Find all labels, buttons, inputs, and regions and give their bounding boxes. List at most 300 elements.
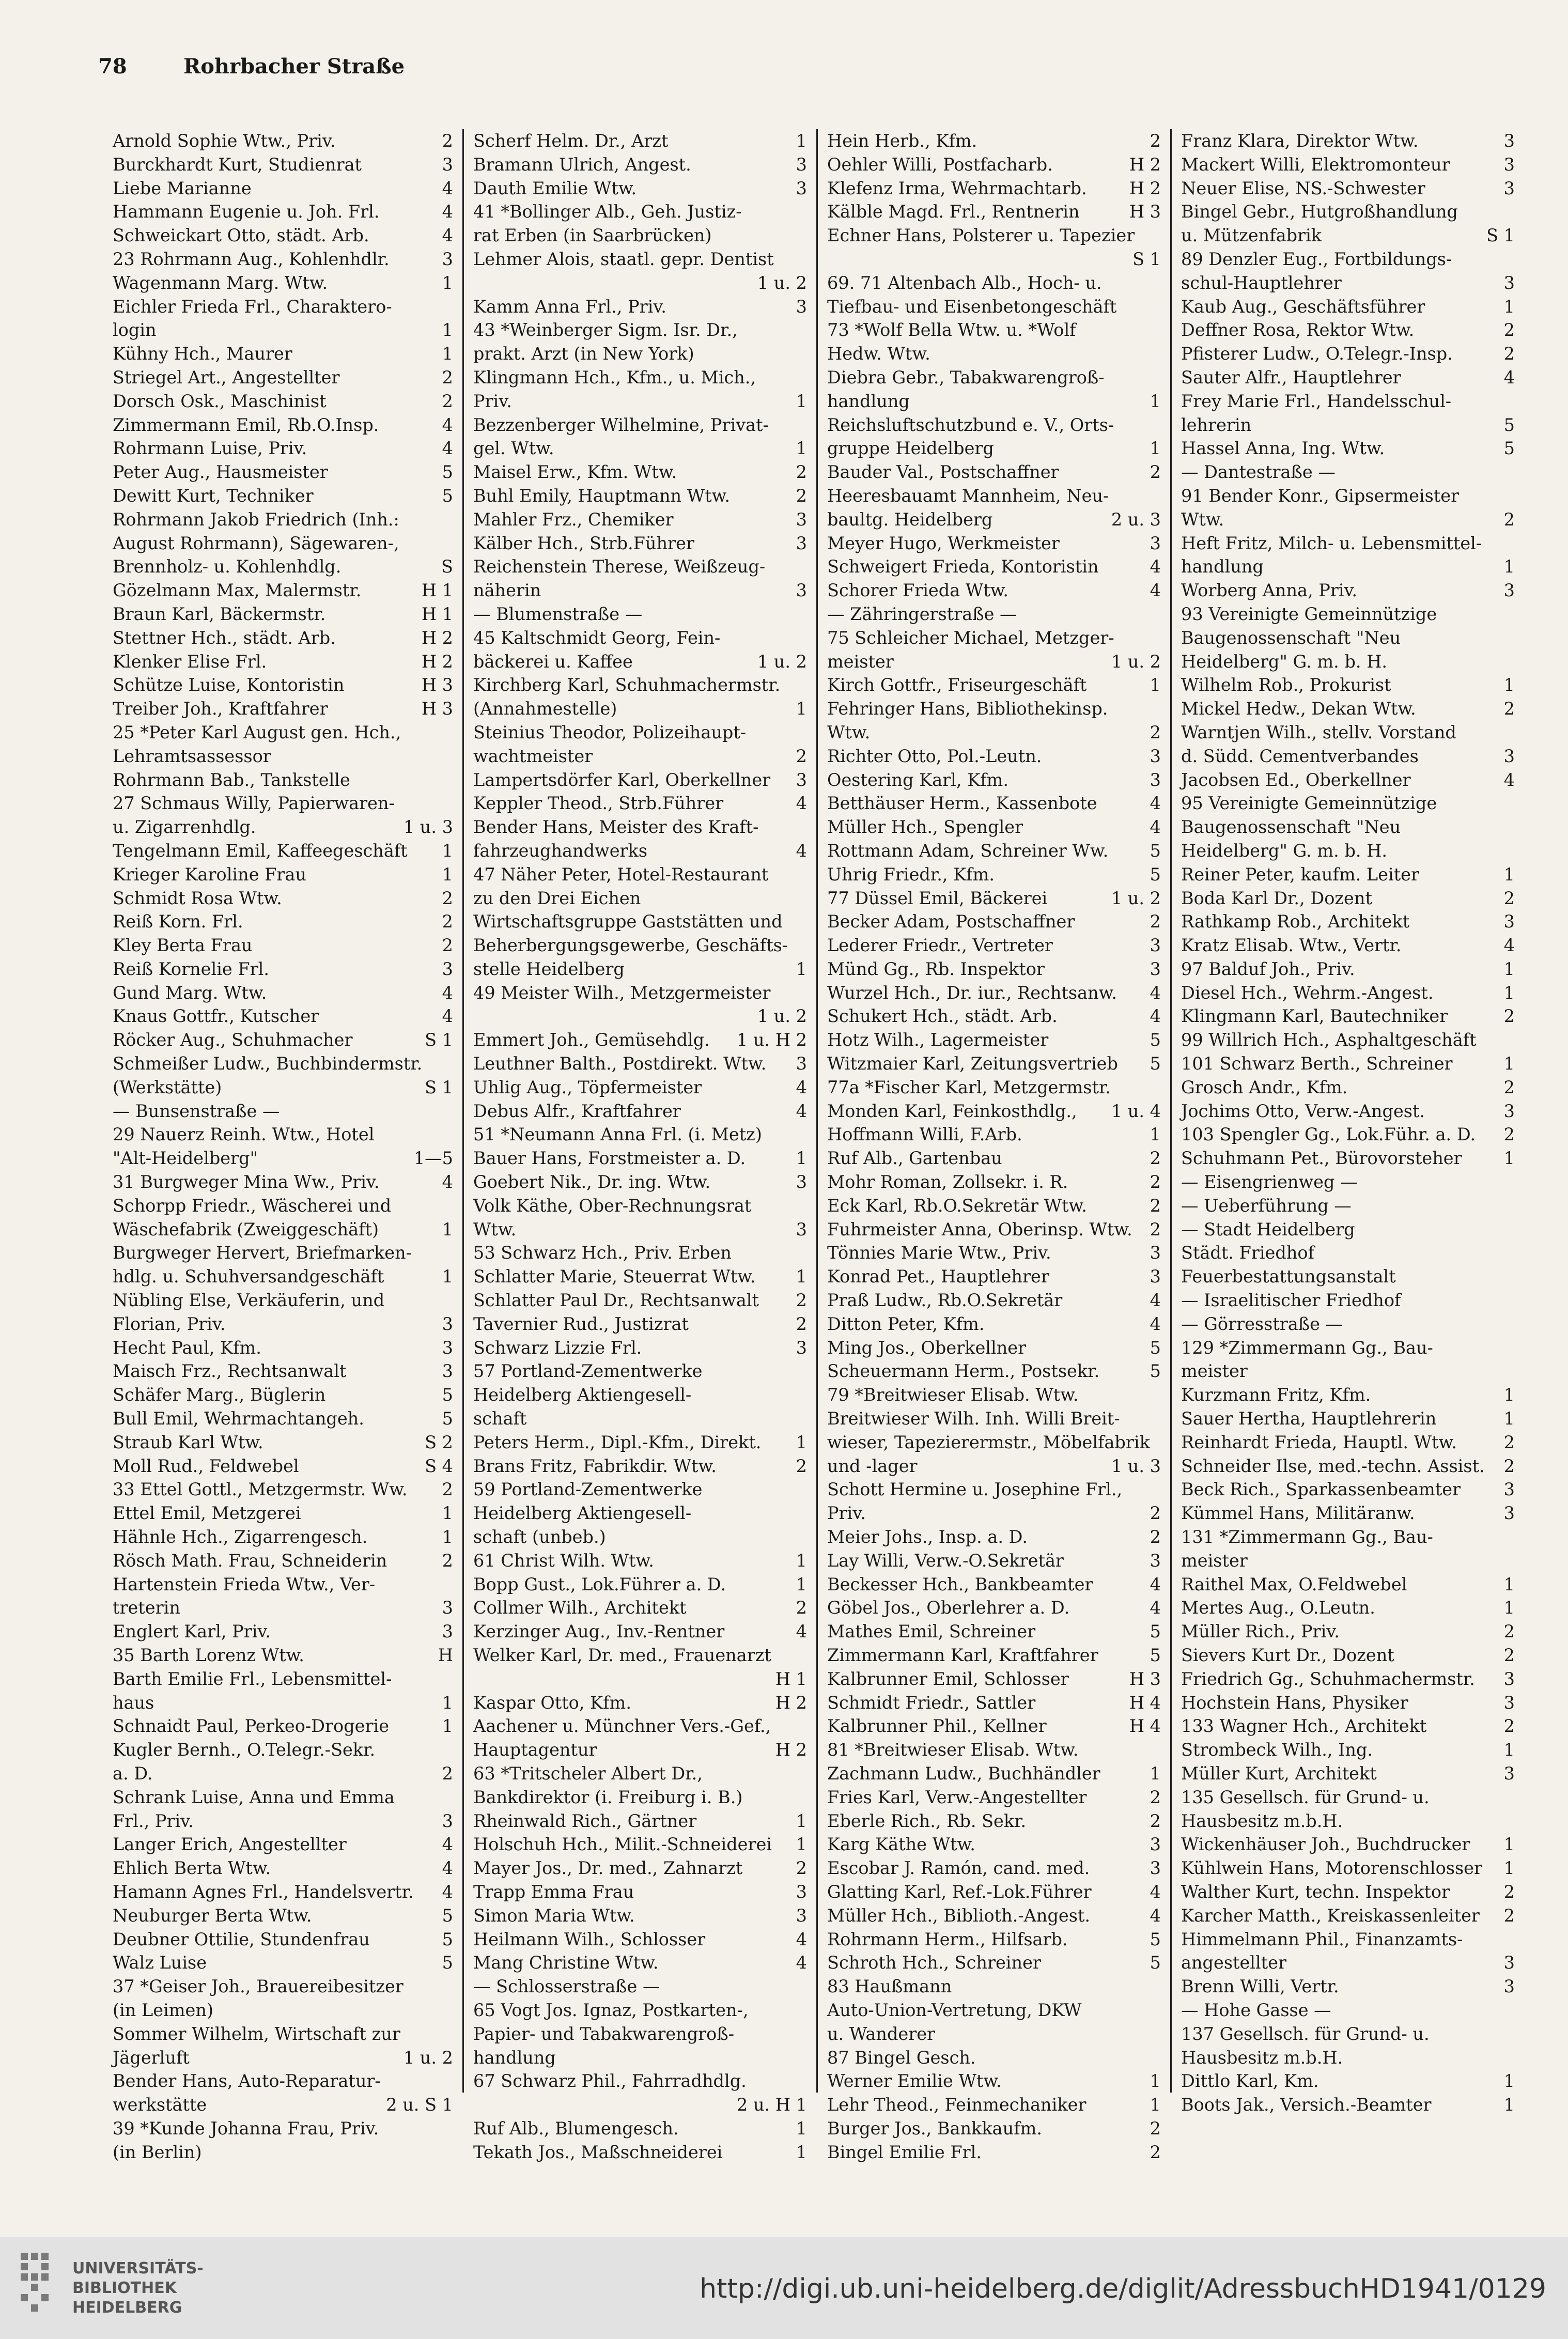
entry-text: Baugenossenschaft "Neu (1181, 817, 1401, 838)
entry-text: Treiber Joh., Kraftfahrer (113, 699, 328, 719)
entry-text: Kühny Hch., Maurer (113, 344, 292, 364)
directory-entry (827, 2069, 1161, 2093)
entry-floor: 3 (1503, 1503, 1515, 1524)
entry-floor (448, 1194, 453, 1218)
entry-text: Langer Erich, Angestellter (113, 1834, 347, 1855)
entry-text: Oestering Karl, Kfm. (827, 769, 1009, 790)
entry-floor: 5 (1150, 1929, 1161, 1949)
entry-text: Neuburger Berta Wtw. (113, 1905, 312, 1926)
entry-floor: 4 (1150, 1905, 1161, 1926)
directory-entry (827, 1431, 1161, 1454)
entry-floor: H 2 (775, 1740, 807, 1760)
directory-entry (827, 1147, 1161, 1170)
directory-entry (473, 957, 807, 981)
directory-entry (473, 1478, 807, 1501)
entry-text: 83 Haußmann (827, 1976, 952, 1997)
entry-floor: 3 (1150, 746, 1161, 766)
entry-floor: H 4 (1129, 1692, 1161, 1713)
entry-text: Tönnies Marie Wtw., Priv. (827, 1243, 1051, 1263)
entry-floor: 3 (796, 1054, 807, 1074)
entry-floor: 2 (1503, 1124, 1515, 1145)
directory-entry (113, 390, 453, 413)
directory-entry (827, 1407, 1161, 1431)
entry-text: Fries Karl, Verw.-Angestellter (827, 1787, 1087, 1807)
entry-floor (1510, 1786, 1515, 1809)
entry-floor: 4 (796, 1953, 807, 1973)
directory-entry (827, 1004, 1161, 1028)
entry-text: Bender Hans, Meister des Kraft- (473, 817, 759, 838)
source-url-link[interactable]: http://digi.ub.uni-heidelberg.de/diglit/AdressbuchHD1941/0129 (700, 2273, 1546, 2304)
entry-text: Brenn Willi, Vertr. (1181, 1976, 1339, 1997)
entry-text: 101 Schwarz Berth., Schreiner (1181, 1054, 1453, 1074)
entry-text: Konrad Pet., Hauptlehrer (827, 1266, 1049, 1287)
entry-floor (802, 200, 807, 224)
entry-floor (802, 887, 807, 910)
entry-floor (802, 1644, 807, 1667)
entry-text: Grosch Andr., Kfm. (1181, 1077, 1348, 1097)
directory-entry (113, 768, 453, 792)
entry-floor: 1 (1503, 864, 1515, 885)
directory-entry (827, 2022, 1161, 2046)
entry-text: Wagenmann Marg. Wtw. (113, 272, 328, 293)
entry-text: Klenker Elise Frl. (113, 651, 267, 672)
directory-column-2 (462, 129, 816, 2162)
entry-text: Tengelmann Emil, Kaffeegeschäft (113, 840, 408, 861)
directory-entry (473, 1951, 807, 1975)
entry-text: Müller Kurt, Architekt (1181, 1763, 1377, 1784)
entry-floor (802, 626, 807, 650)
entry-floor (1510, 247, 1515, 271)
entry-text: Ming Jos., Oberkellner (827, 1337, 1027, 1358)
entry-floor: 1 (796, 2142, 807, 2162)
entry-text: meister (827, 651, 894, 672)
entry-text: u. Zigarrenhdlg. (113, 817, 256, 838)
directory-entry (473, 673, 807, 697)
directory-entry (473, 1123, 807, 1147)
entry-floor: 1 (1503, 2095, 1515, 2115)
directory-entry (113, 1147, 453, 1170)
entry-text: Liebe Marianne (113, 178, 252, 198)
entry-text: Witzmaier Karl, Zeitungsvertrieb (827, 1054, 1118, 1074)
entry-text: 33 Ettel Gottl., Metzgermstr. Ww. (113, 1479, 408, 1500)
entry-text: Burckhardt Kurt, Studienrat (113, 154, 362, 175)
entry-text: Müller Rich., Priv. (1181, 1621, 1340, 1642)
directory-entry (473, 1714, 807, 1738)
directory-entry (473, 1525, 807, 1549)
entry-text: (in Berlin) (113, 2142, 202, 2162)
entry-floor: 1 (1503, 675, 1515, 695)
entry-floor: 5 (1150, 864, 1161, 885)
directory-entry (827, 1383, 1161, 1407)
directory-entry (473, 2117, 807, 2141)
directory-entry (473, 1644, 807, 1667)
entry-text: Lederer Friedr., Vertreter (827, 935, 1053, 956)
entry-floor (448, 2022, 453, 2046)
directory-entry (827, 1359, 1161, 1383)
directory-entry (473, 2022, 807, 2046)
directory-entry (827, 626, 1161, 650)
entry-text: Buhl Emily, Hauptmann Wtw. (473, 485, 731, 506)
directory-entry (827, 200, 1161, 224)
entry-text: meister (1181, 1550, 1248, 1571)
entry-floor (1510, 626, 1515, 650)
entry-text: Kugler Bernh., O.Telegr.-Sekr. (113, 1740, 376, 1760)
entry-text: Heft Fritz, Milch- u. Lebensmittel- (1181, 533, 1482, 553)
directory-entry (1181, 1431, 1515, 1454)
directory-entry (113, 1265, 453, 1289)
directory-entry (473, 1336, 807, 1360)
directory-entry (113, 887, 453, 910)
entry-floor (802, 555, 807, 579)
directory-entry (473, 815, 807, 839)
entry-text: Holschuh Hch., Milit.-Schneiderei (473, 1834, 772, 1855)
entry-floor (802, 318, 807, 342)
directory-entry (827, 697, 1161, 721)
entry-floor: 1 (1150, 438, 1161, 459)
directory-entry (827, 271, 1161, 295)
directory-entry (473, 626, 807, 650)
directory-entry (827, 555, 1161, 579)
entry-floor: 1 (1150, 675, 1161, 695)
entry-floor (1156, 2022, 1161, 2046)
directory-entry (113, 1336, 453, 1360)
entry-text: Schweickart Otto, städt. Arb. (113, 225, 369, 246)
entry-text: wachtmeister (473, 746, 593, 766)
entry-floor (802, 2046, 807, 2070)
entry-text: Schmidt Rosa Wtw. (113, 888, 282, 908)
directory-entry (113, 1644, 453, 1667)
directory-entry (473, 839, 807, 863)
directory-entry (827, 224, 1161, 247)
directory-entry (113, 1525, 453, 1549)
entry-text: Dewitt Kurt, Techniker (113, 485, 314, 506)
directory-entry (1181, 200, 1515, 224)
directory-entry (1181, 1123, 1515, 1147)
entry-text: 27 Schmaus Willy, Papierwaren- (113, 793, 395, 814)
entry-floor (1510, 721, 1515, 745)
entry-floor: 3 (442, 1337, 453, 1358)
entry-text: Hamann Agnes Frl., Handelsvertr. (113, 1881, 414, 1902)
directory-entry (473, 342, 807, 366)
entry-text: Mang Christine Wtw. (473, 1953, 659, 1973)
entry-text: Reiß Korn. Frl. (113, 911, 243, 932)
entry-floor: H 3 (421, 699, 453, 719)
entry-floor (1156, 1738, 1161, 1762)
entry-text: Beckesser Hch., Bankbeamter (827, 1574, 1093, 1594)
directory-entry (113, 2093, 453, 2117)
entry-text: Tavernier Rud., Justizrat (473, 1313, 689, 1334)
directory-entry (1181, 721, 1515, 745)
directory-entry (473, 200, 807, 224)
entry-text: Schneider Ilse, med.-techn. Assist. (1181, 1455, 1485, 1476)
entry-text: Schorpp Friedr., Wäscherei und (113, 1195, 392, 1216)
directory-entry (113, 792, 453, 815)
entry-text: Moll Rud., Feldwebel (113, 1455, 299, 1476)
directory-entry (1181, 1904, 1515, 1928)
entry-floor: 5 (442, 1953, 453, 1973)
directory-entry (113, 177, 453, 200)
entry-text: Zachmann Ludw., Buchhändler (827, 1763, 1100, 1784)
entry-text: Breitwieser Wilh. Inh. Willi Breit- (827, 1408, 1120, 1429)
entry-text: 81 *Breitwieser Elisab. Wtw. (827, 1740, 1079, 1760)
entry-text: 65 Vogt Jos. Ignaz, Postkarten-, (473, 2000, 749, 2020)
entry-floor: 3 (1150, 769, 1161, 790)
entry-floor: 1 (796, 438, 807, 459)
entry-floor: 2 (1150, 2142, 1161, 2162)
entry-floor: 1 (796, 699, 807, 719)
entry-floor: 3 (1503, 1976, 1515, 1997)
directory-entry (113, 437, 453, 460)
directory-entry (1181, 532, 1515, 555)
entry-floor: 2 (1503, 1905, 1515, 1926)
entry-text: Diebra Gebr., Tabakwarengroß- (827, 367, 1105, 388)
entry-text: Florian, Priv. (113, 1313, 226, 1334)
entry-floor: H 3 (1129, 202, 1161, 222)
directory-entry (113, 602, 453, 626)
entry-text: Sievers Kurt Dr., Dozent (1181, 1645, 1394, 1665)
directory-columns (108, 129, 1524, 2162)
entry-text: Striegel Art., Angestellter (113, 367, 340, 388)
entry-floor: 2 (1503, 1077, 1515, 1097)
directory-entry (113, 413, 453, 437)
entry-floor (448, 1123, 453, 1147)
entry-text: baultg. Heidelberg (827, 509, 993, 530)
entry-floor: 1 (796, 1834, 807, 1855)
directory-entry (473, 792, 807, 815)
entry-floor (1510, 650, 1515, 674)
directory-entry (473, 697, 807, 721)
entry-floor: 2 (442, 888, 453, 908)
entry-text: Krieger Karoline Frau (113, 864, 306, 885)
entry-floor: 1 u. 2 (757, 651, 807, 672)
directory-entry (113, 295, 453, 319)
entry-floor: 1 (1503, 1385, 1515, 1405)
entry-floor: H 2 (775, 1692, 807, 1713)
entry-text: 59 Portland-Zementwerke (473, 1479, 703, 1500)
entry-text: Simon Maria Wtw. (473, 1905, 635, 1926)
directory-entry (113, 318, 453, 342)
entry-text: Brennholz- u. Kohlenhdlg. (113, 556, 341, 577)
entry-floor (1156, 626, 1161, 650)
entry-floor (448, 721, 453, 745)
directory-entry (827, 1289, 1161, 1312)
entry-text: Müller Hch., Biblioth.-Angest. (827, 1905, 1091, 1926)
directory-entry (827, 177, 1161, 200)
entry-text: Volk Käthe, Ober-Rechnungsrat (473, 1195, 752, 1216)
directory-entry (473, 1596, 807, 1620)
entry-floor (448, 1667, 453, 1691)
entry-floor (448, 2117, 453, 2141)
entry-text: 75 Schleicher Michael, Metzger- (827, 627, 1114, 648)
directory-entry (113, 1501, 453, 1525)
directory-entry (827, 318, 1161, 342)
entry-text: d. Südd. Cementverbandes (1181, 746, 1419, 766)
directory-entry (827, 1265, 1161, 1289)
entry-floor (1510, 1265, 1515, 1289)
entry-floor: 1—5 (413, 1148, 453, 1169)
directory-entry (113, 1028, 453, 1052)
entry-floor: 5 (1503, 414, 1515, 435)
directory-entry (827, 1076, 1161, 1099)
directory-entry (1181, 1147, 1515, 1170)
entry-floor: 1 (442, 1527, 453, 1547)
directory-entry (827, 1951, 1161, 1975)
directory-entry (113, 1904, 453, 1928)
directory-entry (1181, 1620, 1515, 1644)
entry-floor (1156, 697, 1161, 721)
entry-text: Hartenstein Frieda Wtw., Ver- (113, 1574, 376, 1594)
directory-entry (473, 745, 807, 768)
directory-entry (113, 555, 453, 579)
entry-floor (1510, 460, 1515, 484)
entry-floor: 4 (442, 202, 453, 222)
entry-text: Schroth Hch., Schreiner (827, 1953, 1041, 1973)
entry-text: — Blumenstraße — (473, 603, 643, 624)
entry-text: Tiefbau- und Eisenbetongeschäft (827, 296, 1117, 317)
entry-text: 97 Balduf Joh., Priv. (1181, 958, 1355, 979)
entry-text: Ruf Alb., Gartenbau (827, 1148, 1002, 1169)
entry-text: Monden Karl, Feinkosthdlg., (827, 1101, 1077, 1121)
directory-entry (1181, 1596, 1515, 1620)
directory-entry (473, 1856, 807, 1880)
directory-entry (827, 1928, 1161, 1951)
entry-floor: 4 (442, 438, 453, 459)
directory-entry (473, 1573, 807, 1597)
directory-entry (1181, 1833, 1515, 1856)
entry-floor (802, 1525, 807, 1549)
entry-text: Kirchberg Karl, Schuhmachermstr. (473, 675, 781, 695)
entry-floor: 2 (1150, 1219, 1161, 1240)
entry-floor: 5 (1150, 1030, 1161, 1050)
entry-text: Debus Alfr., Kraftfahrer (473, 1101, 681, 1121)
directory-entry (1181, 1975, 1515, 1999)
entry-floor (802, 863, 807, 887)
directory-entry (473, 2046, 807, 2070)
entry-text: meister (1181, 1361, 1248, 1382)
entry-floor: 4 (796, 1621, 807, 1642)
directory-entry (827, 1123, 1161, 1147)
directory-entry (827, 1975, 1161, 1999)
entry-text: Kaub Aug., Geschäftsführer (1181, 296, 1425, 317)
entry-floor: 3 (796, 769, 807, 790)
entry-text: Münd Gg., Rb. Inspektor (827, 958, 1045, 979)
entry-text: Walther Kurt, techn. Inspektor (1181, 1881, 1450, 1902)
directory-entry (827, 745, 1161, 768)
entry-floor: 1 (796, 2118, 807, 2139)
entry-floor: 2 u. 3 (1111, 509, 1161, 530)
directory-entry (1181, 271, 1515, 295)
directory-entry (827, 650, 1161, 674)
directory-entry (473, 1359, 807, 1383)
directory-column-1 (108, 129, 462, 2162)
entry-text: 53 Schwarz Hch., Priv. Erben (473, 1243, 732, 1263)
entry-floor: 4 (442, 982, 453, 1003)
entry-floor (1510, 2022, 1515, 2046)
entry-text: Wtw. (827, 722, 871, 742)
entry-text: Richter Otto, Pol.-Leutn. (827, 746, 1042, 766)
entry-text: stelle Heidelberg (473, 958, 625, 979)
entry-floor: H 1 (775, 1668, 807, 1689)
directory-entry (113, 1880, 453, 1904)
directory-entry (113, 1454, 453, 1478)
entry-floor (448, 768, 453, 792)
directory-entry (473, 271, 807, 295)
directory-entry (1181, 1265, 1515, 1289)
directory-entry (113, 1951, 453, 1975)
entry-text: Beherbergungsgewerbe, Geschäfts- (473, 935, 788, 956)
directory-entry (473, 1431, 807, 1454)
entry-floor (802, 721, 807, 745)
entry-floor: 4 (796, 840, 807, 861)
entry-floor: 3 (796, 1905, 807, 1926)
entry-floor (1510, 1928, 1515, 1951)
entry-text: 49 Meister Wilh., Metzgermeister (473, 982, 771, 1003)
directory-entry (1181, 650, 1515, 674)
entry-text: 77 Düssel Emil, Bäckerei (827, 888, 1048, 908)
directory-entry (473, 1501, 807, 1525)
directory-entry (1181, 153, 1515, 177)
entry-text: Heidelberg Aktiengesell- (473, 1503, 692, 1524)
entry-floor (1510, 1336, 1515, 1360)
entry-text: Tekath Jos., Maßschneiderei (473, 2142, 723, 2162)
entry-text: Burger Jos., Bankkaufm. (827, 2118, 1043, 2139)
entry-floor (1510, 602, 1515, 626)
directory-entry (1181, 129, 1515, 153)
directory-entry (1181, 697, 1515, 721)
entry-text: Warntjen Wilh., stellv. Vorstand (1181, 722, 1456, 742)
directory-entry (827, 957, 1161, 981)
directory-entry (113, 745, 453, 768)
directory-entry (113, 271, 453, 295)
entry-floor: 1 (442, 1219, 453, 1240)
entry-text: Mackert Willi, Elektromonteur (1181, 154, 1450, 175)
directory-entry (1181, 366, 1515, 390)
directory-entry (827, 366, 1161, 390)
entry-text: Englert Karl, Priv. (113, 1621, 271, 1642)
entry-text: Heidelberg Aktiengesell- (473, 1385, 692, 1405)
directory-entry (113, 460, 453, 484)
directory-entry (1181, 1194, 1515, 1218)
entry-floor (1510, 1218, 1515, 1242)
entry-text: Scherf Helm. Dr., Arzt (473, 131, 669, 151)
entry-floor: 4 (796, 1077, 807, 1097)
entry-floor: 5 (1150, 1621, 1161, 1642)
entry-text: 91 Bender Konr., Gipsermeister (1181, 485, 1460, 506)
directory-entry (113, 1289, 453, 1312)
entry-floor: 4 (1150, 556, 1161, 577)
entry-text: 69. 71 Altenbach Alb., Hoch- u. (827, 272, 1102, 293)
entry-text: Schmeißer Ludw., Buchbindermstr. (113, 1054, 423, 1074)
entry-text: Wäschefabrik (Zweiggeschäft) (113, 1219, 379, 1240)
entry-floor: 4 (1503, 769, 1515, 790)
directory-entry (827, 1218, 1161, 1242)
directory-entry (473, 602, 807, 626)
entry-text: handlung (1181, 556, 1264, 577)
entry-floor (1156, 2046, 1161, 2070)
directory-entry (113, 1786, 453, 1809)
entry-floor: 5 (442, 1408, 453, 1429)
entry-floor (1510, 1525, 1515, 1549)
entry-floor (802, 910, 807, 934)
entry-text: 79 *Breitwieser Elisab. Wtw. (827, 1385, 1079, 1405)
entry-floor: 1 u. 4 (1111, 1101, 1161, 1121)
directory-entry (473, 1928, 807, 1951)
directory-entry (827, 532, 1161, 555)
directory-entry (473, 1383, 807, 1407)
directory-entry (473, 1691, 807, 1715)
directory-entry (1181, 1099, 1515, 1123)
entry-floor: 2 (796, 1858, 807, 1879)
